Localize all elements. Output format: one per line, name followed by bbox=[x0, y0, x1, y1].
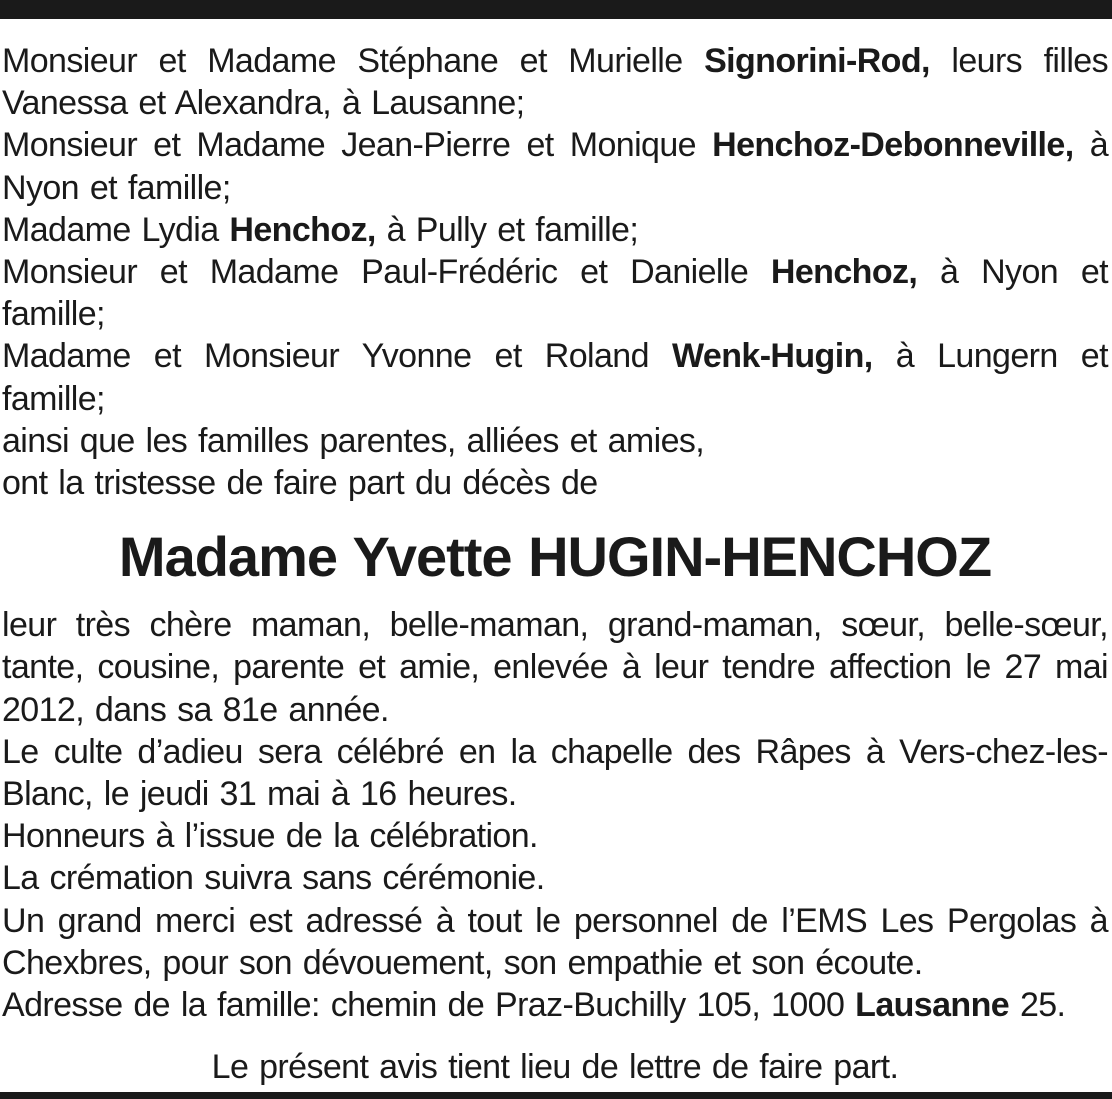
top-rule bbox=[0, 0, 1112, 19]
family-entry-location: leurs filles Vanessa et Alexandra, à Lausanne; bbox=[2, 42, 1108, 123]
family-entry bbox=[2, 124, 1108, 208]
family-name: Signorini-Rod, bbox=[704, 42, 930, 80]
funeral-service-paragraph: Le culte d’adieu sera célébré en la chapelle des Râpes à Vers-chez-les-Blanc, le jeudi 31 mai à 16 heures. bbox=[2, 732, 1108, 814]
thanks-paragraph: Un grand merci est adressé à tout le personnel de l’EMS Les Pergolas à Chexbres, pour son dévouement, son empathie et son écoute. bbox=[2, 901, 1108, 982]
family-entry bbox=[2, 251, 1108, 335]
family-entry-intro: Madame Lydia bbox=[2, 210, 219, 249]
deceased-name: Madame Yvette HUGIN-HENCHOZ bbox=[118, 525, 992, 589]
family-entry-location: à Pully et famille; bbox=[386, 210, 639, 249]
address-text: Adresse de la famille: chemin de Praz-Buchilly 105, 1000 bbox=[2, 986, 845, 1025]
bottom-rule bbox=[0, 1092, 1112, 1099]
family-entry bbox=[2, 335, 1108, 419]
address-suffix: 25. bbox=[1019, 986, 1066, 1025]
family-entry-location: à Nyon et famille; bbox=[2, 253, 1108, 334]
family-entry-intro: Madame et Monsieur Yvonne et Roland bbox=[2, 337, 649, 376]
tribute-paragraph: leur très chère maman, belle-maman, grand-maman, sœur, belle-sœur, tante, cousine, parente et amie, enlevée à leur tendre affection le 27 mai 2012, dans sa 81e année. bbox=[2, 606, 1108, 729]
family-entry bbox=[2, 209, 1108, 251]
family-entry-intro: Monsieur et Madame Stéphane et Murielle bbox=[2, 42, 683, 80]
family-address bbox=[2, 984, 1108, 1026]
address-city: Lausanne bbox=[855, 986, 1010, 1025]
family-entry-location: à Nyon et famille; bbox=[2, 126, 1108, 207]
honours-line: Honneurs à l’issue de la célébration. bbox=[2, 817, 538, 856]
announcement-line: ont la tristesse de faire part du décès de bbox=[2, 464, 598, 503]
family-name: Henchoz-Debonneville, bbox=[712, 126, 1074, 165]
family-name: Henchoz, bbox=[229, 210, 376, 249]
family-entry bbox=[2, 40, 1108, 124]
relatives-line: ainsi que les familles parentes, alliées et amies, bbox=[2, 421, 705, 460]
family-name: Wenk-Hugin, bbox=[672, 337, 873, 376]
obituary-notice bbox=[2, 40, 1108, 1088]
family-entry-intro: Monsieur et Madame Jean-Pierre et Monique bbox=[2, 126, 696, 165]
family-name: Henchoz, bbox=[770, 253, 918, 292]
family-entry-intro: Monsieur et Madame Paul-Frédéric et Danielle bbox=[2, 253, 749, 292]
closing-line: Le présent avis tient lieu de lettre de faire part. bbox=[211, 1048, 899, 1087]
family-entry-location: à Lungern et famille; bbox=[2, 337, 1108, 418]
cremation-line: La crémation suivra sans cérémonie. bbox=[2, 859, 545, 898]
